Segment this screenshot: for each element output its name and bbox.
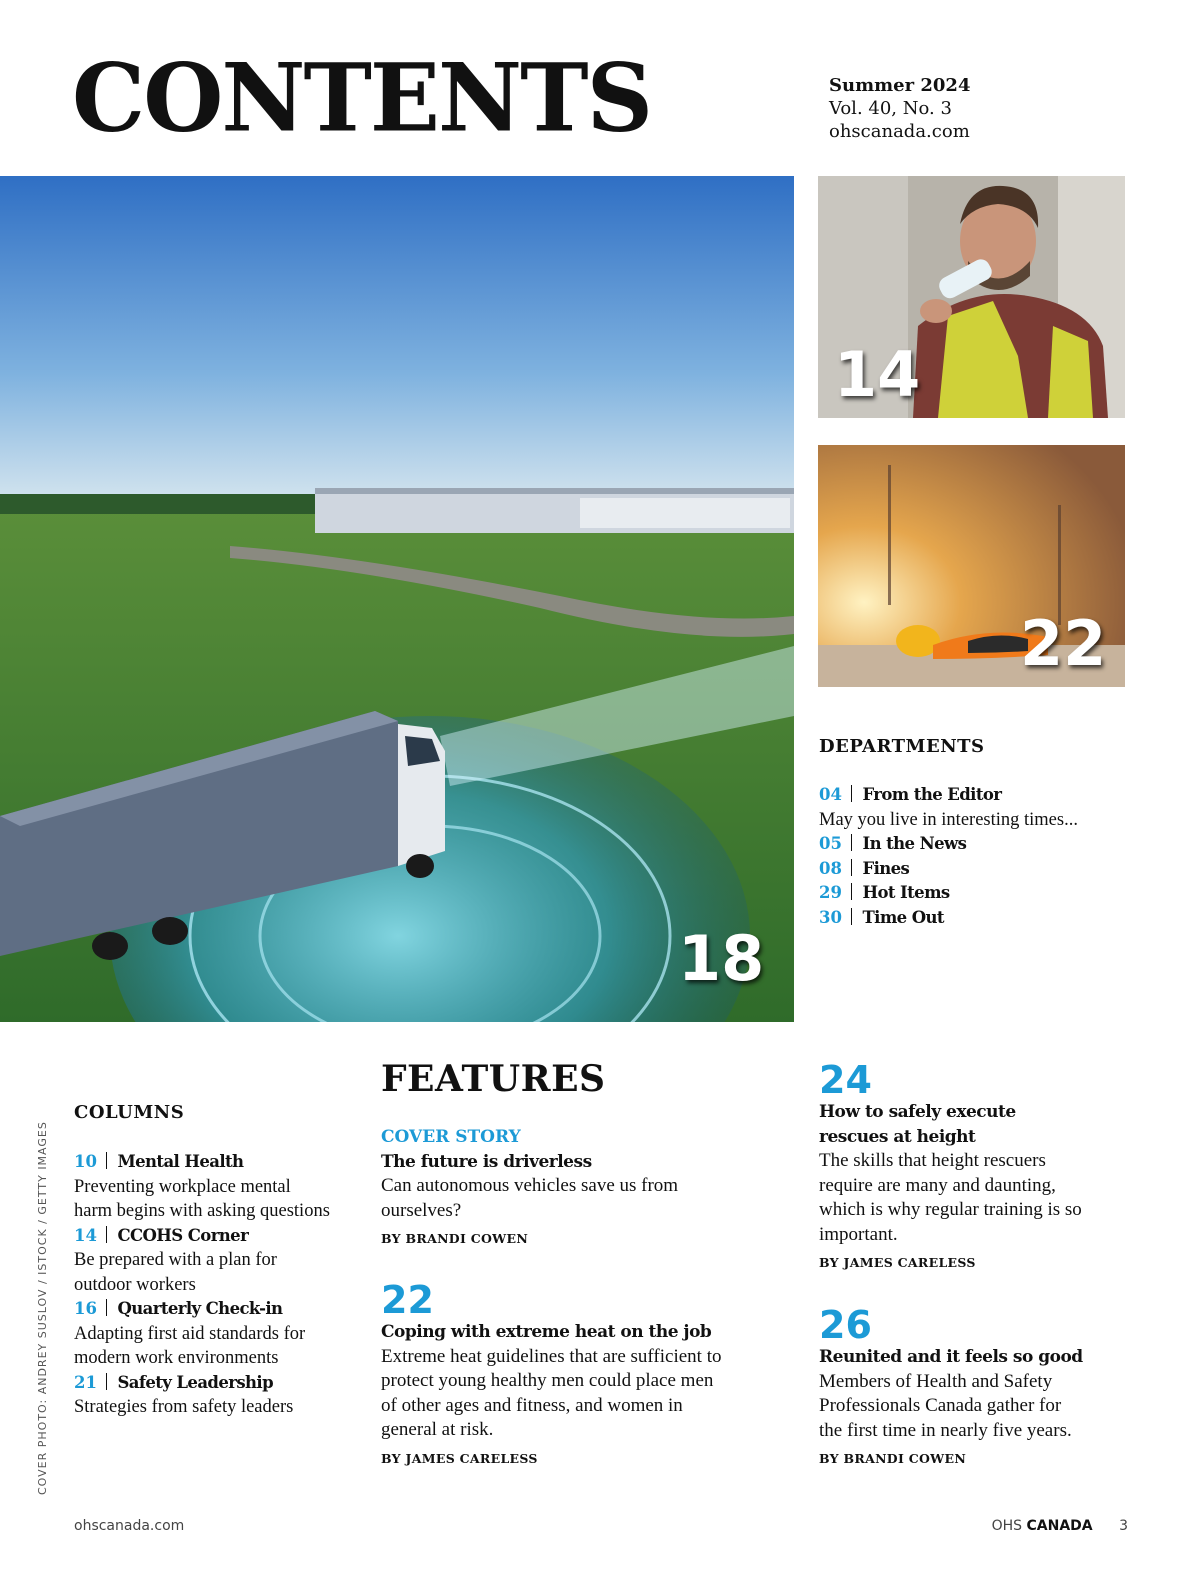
column-item[interactable] [74, 1224, 330, 1249]
feature-description: Members of Health and Safety [819, 1370, 1053, 1392]
feature-item[interactable] [381, 1280, 721, 1471]
department-page-number: 08 [819, 858, 842, 878]
feature-item[interactable] [819, 1060, 1082, 1276]
column-page-number: 10 [74, 1152, 97, 1171]
issue-volume: Vol. 40, No. 3 [829, 98, 952, 119]
feature-cover-story[interactable] [381, 1125, 678, 1252]
column-description: Preventing workplace mental [74, 1176, 291, 1197]
department-page-number: 30 [819, 907, 842, 927]
photo-credit: COVER PHOTO: ANDREY SUSLOV / ISTOCK / GETTY IMAGES [36, 1121, 49, 1495]
department-item[interactable] [819, 832, 1078, 857]
columns-heading: COLUMNS [74, 1102, 185, 1123]
department-item[interactable] [819, 857, 1078, 882]
column-description: Strategies from safety leaders [74, 1397, 294, 1417]
feature-description: protect young healthy men could place men [381, 1370, 714, 1391]
column-title: CCOHS Corner [117, 1225, 249, 1245]
department-title: From the Editor [862, 785, 1002, 804]
feature-page-number: 22 [381, 1278, 434, 1322]
feature-description: important. [819, 1223, 898, 1245]
divider [106, 1373, 108, 1390]
feature-item[interactable] [819, 1305, 1083, 1472]
feature-byline: BY JAMES CARELESS [381, 1450, 538, 1466]
cover-story-label: COVER STORY [381, 1127, 521, 1147]
features-heading: FEATURES [381, 1058, 606, 1100]
feature-description: require are many and daunting, [819, 1174, 1056, 1196]
cover-image[interactable] [0, 176, 794, 1022]
divider [851, 834, 853, 851]
columns-list [74, 1150, 330, 1420]
column-description: harm begins with asking questions [74, 1201, 330, 1221]
department-description: May you live in interesting times... [819, 809, 1078, 830]
departments-list [819, 783, 1078, 930]
feature-page-number: 26 [819, 1303, 872, 1347]
divider [106, 1299, 108, 1316]
cover-page-number: 18 [678, 922, 765, 995]
department-item[interactable] [819, 783, 1078, 808]
feature-byline: BY BRANDI COWEN [381, 1231, 529, 1246]
page-title: CONTENTS [72, 42, 652, 154]
department-page-number: 04 [819, 785, 842, 804]
column-description: modern work environments [74, 1348, 279, 1368]
divider [851, 785, 853, 802]
worker-page-number: 14 [834, 338, 921, 411]
feature-title: Reunited and it feels so good [819, 1347, 1083, 1367]
footer-brand [992, 1518, 1128, 1534]
feature-description: Professionals Canada gather for [819, 1395, 1062, 1416]
divider [106, 1226, 108, 1243]
feature-title: Coping with extreme heat on the job [381, 1322, 712, 1342]
column-title: Mental Health [117, 1152, 244, 1171]
issue-info [829, 74, 970, 143]
column-title: Safety Leadership [117, 1372, 274, 1392]
departments-heading: DEPARTMENTS [819, 736, 985, 757]
column-description: Adapting first aid standards for [74, 1323, 306, 1344]
feature-page-number: 24 [819, 1058, 872, 1102]
column-item[interactable] [74, 1150, 330, 1175]
feature-description: the first time in nearly five years. [819, 1419, 1072, 1441]
divider [851, 908, 853, 925]
feature-description: ourselves? [381, 1199, 462, 1221]
issue-website[interactable]: ohscanada.com [829, 121, 970, 142]
page-number: 3 [1119, 1518, 1128, 1534]
column-description: Be prepared with a plan for [74, 1250, 277, 1270]
column-page-number: 21 [74, 1372, 97, 1392]
feature-description: Extreme heat guidelines that are sufficient to [381, 1345, 722, 1367]
department-title: In the News [862, 834, 967, 853]
issue-season: Summer 2024 [829, 75, 971, 96]
divider [106, 1152, 108, 1169]
feature-description: which is why regular training is so [819, 1199, 1082, 1220]
footer-brand-name: CANADA [1026, 1518, 1093, 1534]
column-item[interactable] [74, 1297, 330, 1322]
department-page-number: 05 [819, 834, 842, 853]
feature-description: general at risk. [381, 1419, 494, 1440]
feature-title: How to safely execute [819, 1102, 1016, 1122]
footer-website[interactable]: ohscanada.com [74, 1518, 185, 1534]
column-page-number: 14 [74, 1225, 97, 1245]
feature-byline: BY BRANDI COWEN [819, 1451, 967, 1466]
feature-description: of other ages and fitness, and women in [381, 1394, 683, 1416]
department-title: Hot Items [862, 883, 950, 902]
divider [851, 859, 853, 876]
cover-illustration [0, 176, 794, 1022]
worker-drinking-image[interactable] [818, 176, 1125, 418]
column-page-number: 16 [74, 1299, 97, 1318]
feature-description: The skills that height rescuers [819, 1150, 1046, 1171]
feature-title: The future is driverless [381, 1151, 592, 1172]
department-title: Fines [862, 858, 910, 878]
feature-byline: BY JAMES CARELESS [819, 1255, 976, 1270]
column-description: outdoor workers [74, 1274, 196, 1295]
column-item[interactable] [74, 1371, 330, 1396]
footer-brand-prefix: OHS [991, 1518, 1023, 1534]
department-page-number: 29 [819, 883, 842, 902]
department-item[interactable] [819, 906, 1078, 931]
heat-collapse-image[interactable] [818, 445, 1125, 687]
department-title: Time Out [862, 907, 944, 927]
department-item[interactable] [819, 881, 1078, 906]
heat-page-number: 22 [1020, 607, 1107, 680]
column-title: Quarterly Check-in [117, 1299, 283, 1318]
feature-title: rescues at height [819, 1126, 976, 1147]
feature-description: Can autonomous vehicles save us from [381, 1175, 679, 1196]
divider [851, 883, 853, 900]
